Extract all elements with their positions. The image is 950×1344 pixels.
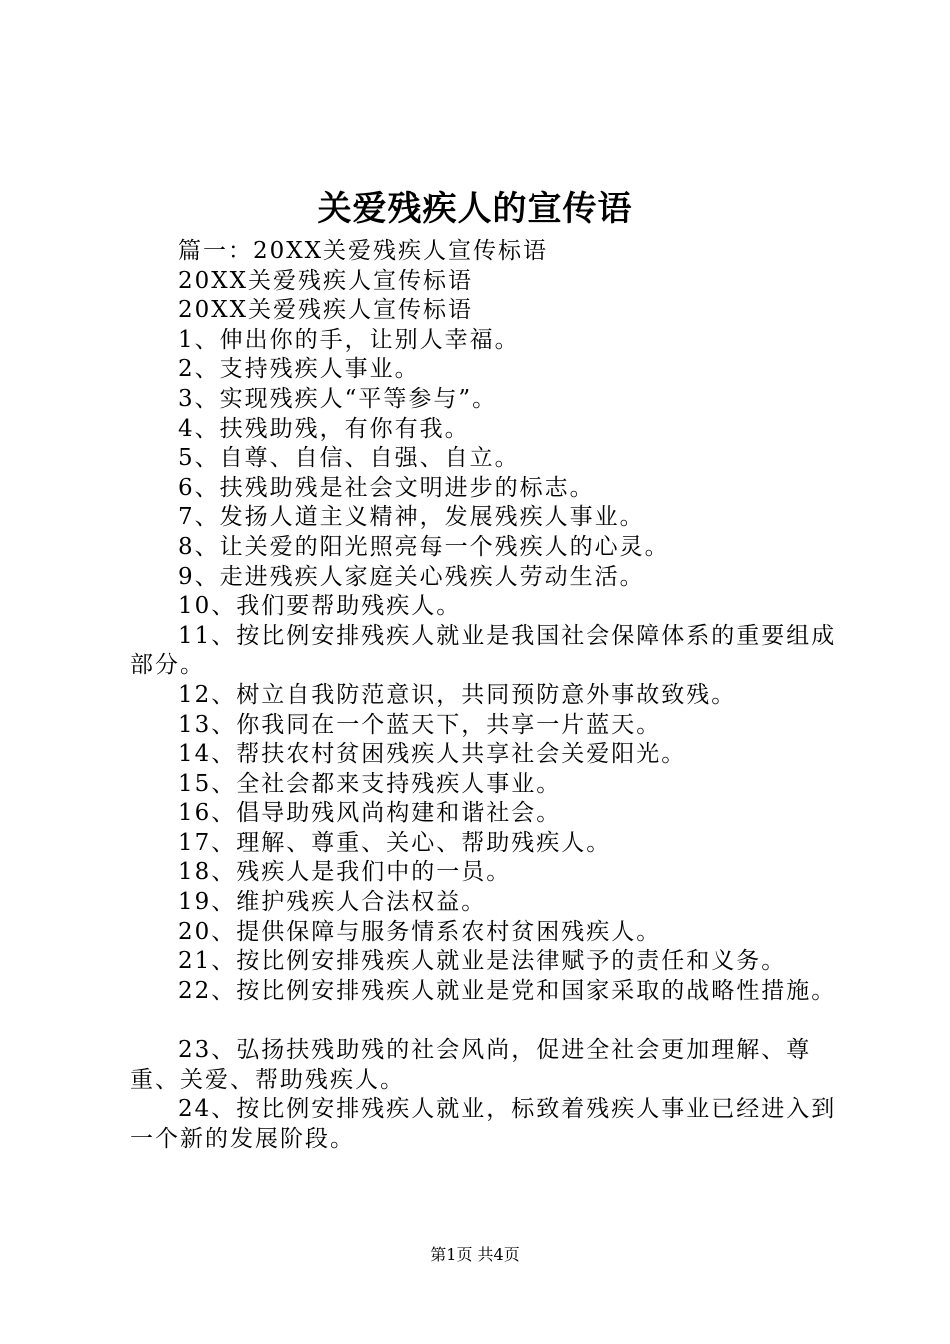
slogan-item: 20、提供保障与服务情系农村贫困残疾人。	[178, 918, 662, 945]
slogan-item: 13、你我同在一个蓝天下，共享一片蓝天。	[178, 711, 662, 738]
slogan-item: 14、帮扶农村贫困残疾人共享社会关爱阳光。	[178, 741, 687, 768]
document-title: 关爱残疾人的宣传语	[317, 189, 633, 229]
slogan-item: 2、支持残疾人事业。	[178, 356, 420, 383]
slogan-item: 19、维护残疾人合法权益。	[178, 889, 487, 916]
slogan-item: 8、让关爱的阳光照亮每一个残疾人的心灵。	[178, 533, 670, 560]
slogan-item: 9、走进残疾人家庭关心残疾人劳动生活。	[178, 563, 645, 590]
slogan-item: 21、按比例安排残疾人就业是法律赋予的责任和义务。	[178, 948, 787, 975]
slogan-item: 23、弘扬扶残助残的社会风尚，促进全社会更加理解、尊重、关爱、帮助残疾人。	[130, 1037, 812, 1093]
subtitle-line: 篇一：20XX关爱残疾人宣传标语	[178, 238, 549, 264]
page-footer: 第1页 共4页	[430, 1245, 520, 1264]
slogan-item: 7、发扬人道主义精神，发展残疾人事业。	[178, 504, 645, 531]
blank-line	[130, 1006, 860, 1036]
slogan-item: 16、倡导助残风尚构建和谐社会。	[178, 800, 562, 827]
slogan-item: 3、实现残疾人“平等参与”。	[178, 385, 498, 412]
document-body	[130, 237, 860, 1154]
slogan-item: 24、按比例安排残疾人就业，标致着残疾人事业已经进入到一个新的发展阶段。	[130, 1096, 837, 1152]
slogan-item: 17、理解、尊重、关心、帮助残疾人。	[178, 829, 612, 856]
slogan-item: 22、按比例安排残疾人就业是党和国家采取的战略性措施。	[178, 977, 837, 1004]
slogan-item: 10、我们要帮助残疾人。	[178, 593, 462, 620]
heading-line: 20XX关爱残疾人宣传标语	[178, 297, 474, 324]
slogan-item: 18、残疾人是我们中的一员。	[178, 859, 512, 886]
slogan-item: 5、自尊、自信、自强、自立。	[178, 445, 520, 472]
slogan-item: 4、扶残助残，有你有我。	[178, 415, 470, 442]
slogan-item: 1、伸出你的手，让别人幸福。	[178, 326, 520, 353]
heading-line: 20XX关爱残疾人宣传标语	[178, 267, 474, 294]
slogan-item: 6、扶残助残是社会文明进步的标志。	[178, 474, 595, 501]
slogan-item: 11、按比例安排残疾人就业是我国社会保障体系的重要组成部分。	[130, 622, 837, 679]
slogan-item: 15、全社会都来支持残疾人事业。	[178, 770, 562, 797]
slogan-item: 12、树立自我防范意识，共同预防意外事故致残。	[178, 681, 737, 708]
